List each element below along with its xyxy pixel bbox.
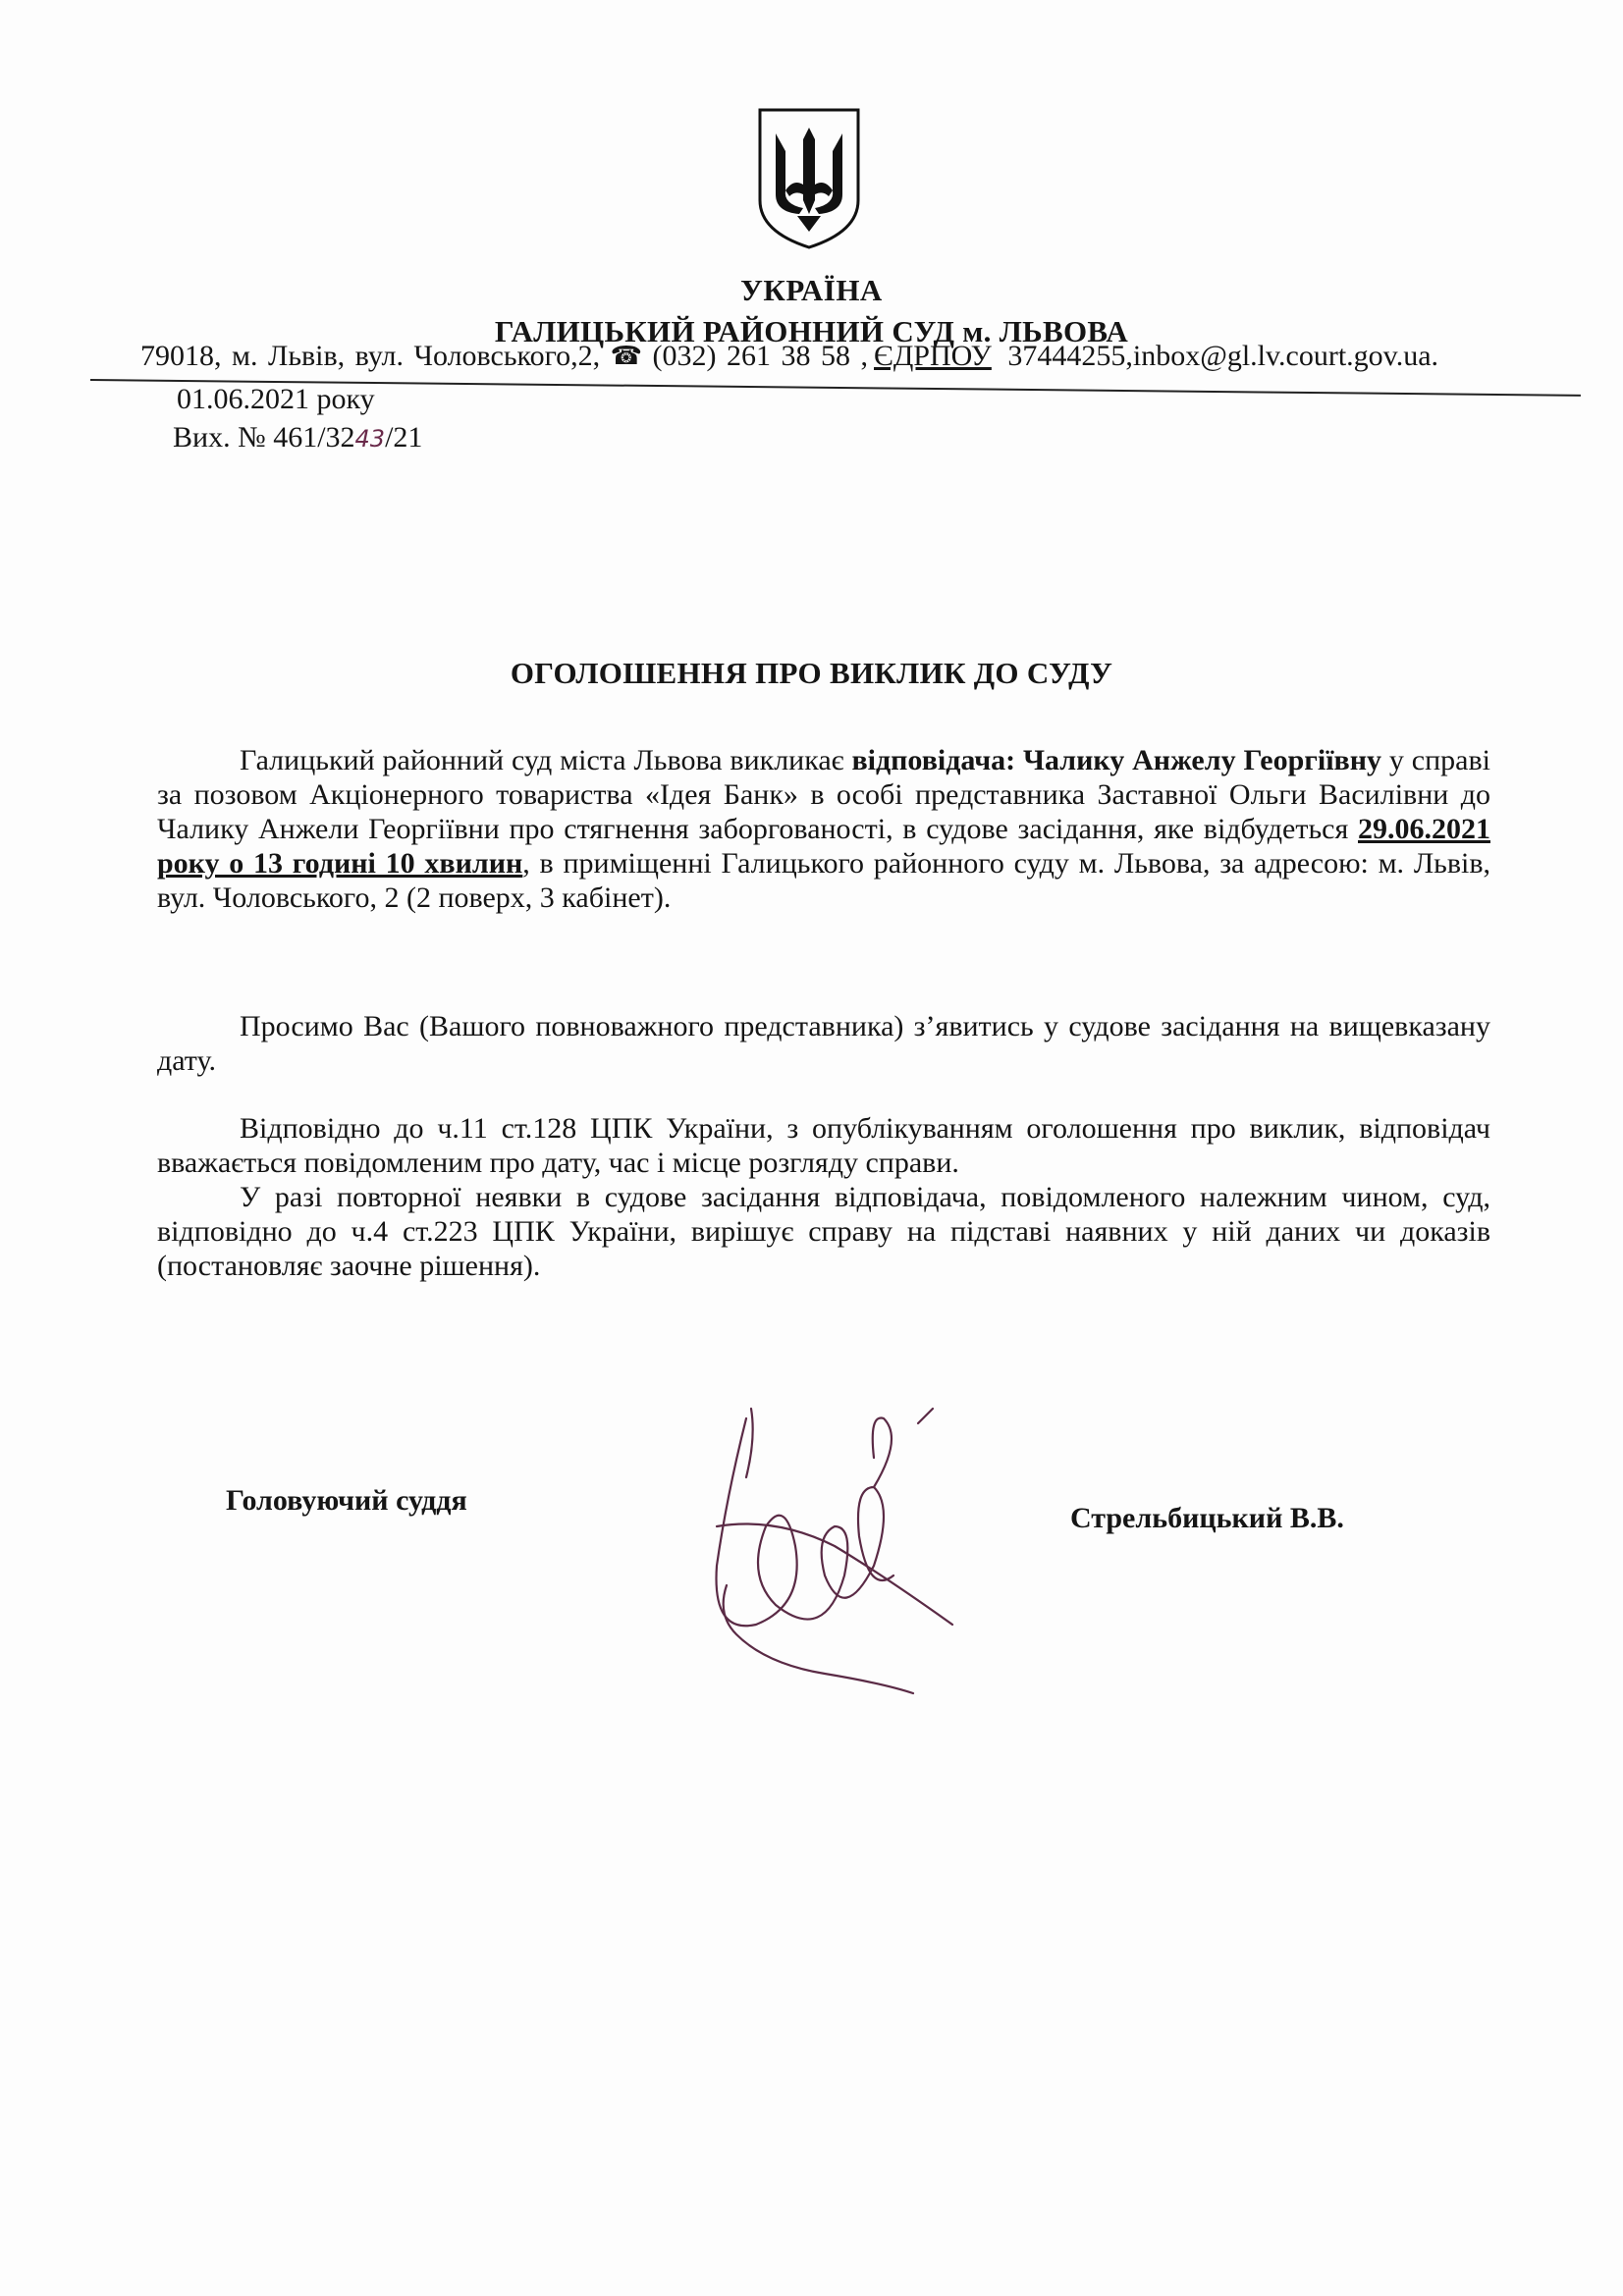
hearing-datetime: 29.06.2021 року о 13 годині 10 хвилин [157, 813, 1490, 880]
absence-paragraph: У разі повторної неявки в судове засідання відповідача, повідомленого належним чином, суд, відповідно до ч.4 ст.223 ЦПК України, вирішує справу на підставі наявних у ній даних чи доказів (постановляє заочне рішення). [157, 1181, 1490, 1282]
document-date: 01.06.2021 року [177, 383, 375, 415]
edrpou-and-email: 37444255,inbox@gl.lv.court.gov.ua. [997, 340, 1439, 372]
court-heading: ГАЛИЦЬКИЙ РАЙОННИЙ СУД м. ЛЬВОВА [494, 314, 1129, 348]
outgoing-number-prefix: Вих. № 461/32 [173, 421, 355, 454]
notice-paragraph: Відповідно до ч.11 ст.128 ЦПК України, з опублікуванням оголошення про виклик, відповідач вважається повідомленим про дату, час і місце розгляду справи. [157, 1112, 1490, 1179]
outgoing-number [173, 421, 422, 454]
phone-icon: ☎ [610, 342, 643, 370]
summons-text-3: , в приміщенні Галицького районного суду м. Львова, за адресою: м. Львів, вул. Чоловського, 2 (2 поверх, 3 кабінет). [157, 847, 1491, 914]
country-heading: УКРАЇНА [740, 273, 883, 307]
summons-paragraph [157, 743, 1490, 915]
document-title: ОГОЛОШЕННЯ ПРО ВИКЛИК ДО СУДУ [510, 656, 1113, 690]
outgoing-number-handwritten: 43 [354, 425, 386, 453]
defendant-name: відповідача: Чалику Анжелу Георгіївну [851, 744, 1382, 776]
request-paragraph: Просимо Вас (Вашого повноважного представника) з’явитись у судове засідання на вищевказану дату. [157, 1010, 1490, 1077]
outgoing-number-suffix: /21 [385, 421, 423, 454]
trident-emblem-icon [754, 106, 864, 251]
address-text: 79018, м. Львів, вул. Чоловського,2, [140, 340, 611, 372]
edrpou-label: ЄДРПОУ [874, 340, 992, 372]
summons-text-2: у справі за позовом Акціонерного товариства «Ідея Банк» в особі представника Заставної Ольги Василівни до Чалику Анжели Георгіївни про стягнення заборгованості, в судове засідання, яке відбудеться [157, 744, 1490, 845]
judge-role: Головуючий суддя [226, 1484, 467, 1517]
judge-name: Стрельбицький В.В. [1070, 1502, 1344, 1534]
court-address-line [140, 340, 1438, 373]
summons-text-1: Галицький районний суд міста Львова викликає [240, 744, 852, 776]
handwritten-signature [687, 1379, 962, 1703]
phone-number: (032) 261 38 58 , [642, 340, 869, 372]
